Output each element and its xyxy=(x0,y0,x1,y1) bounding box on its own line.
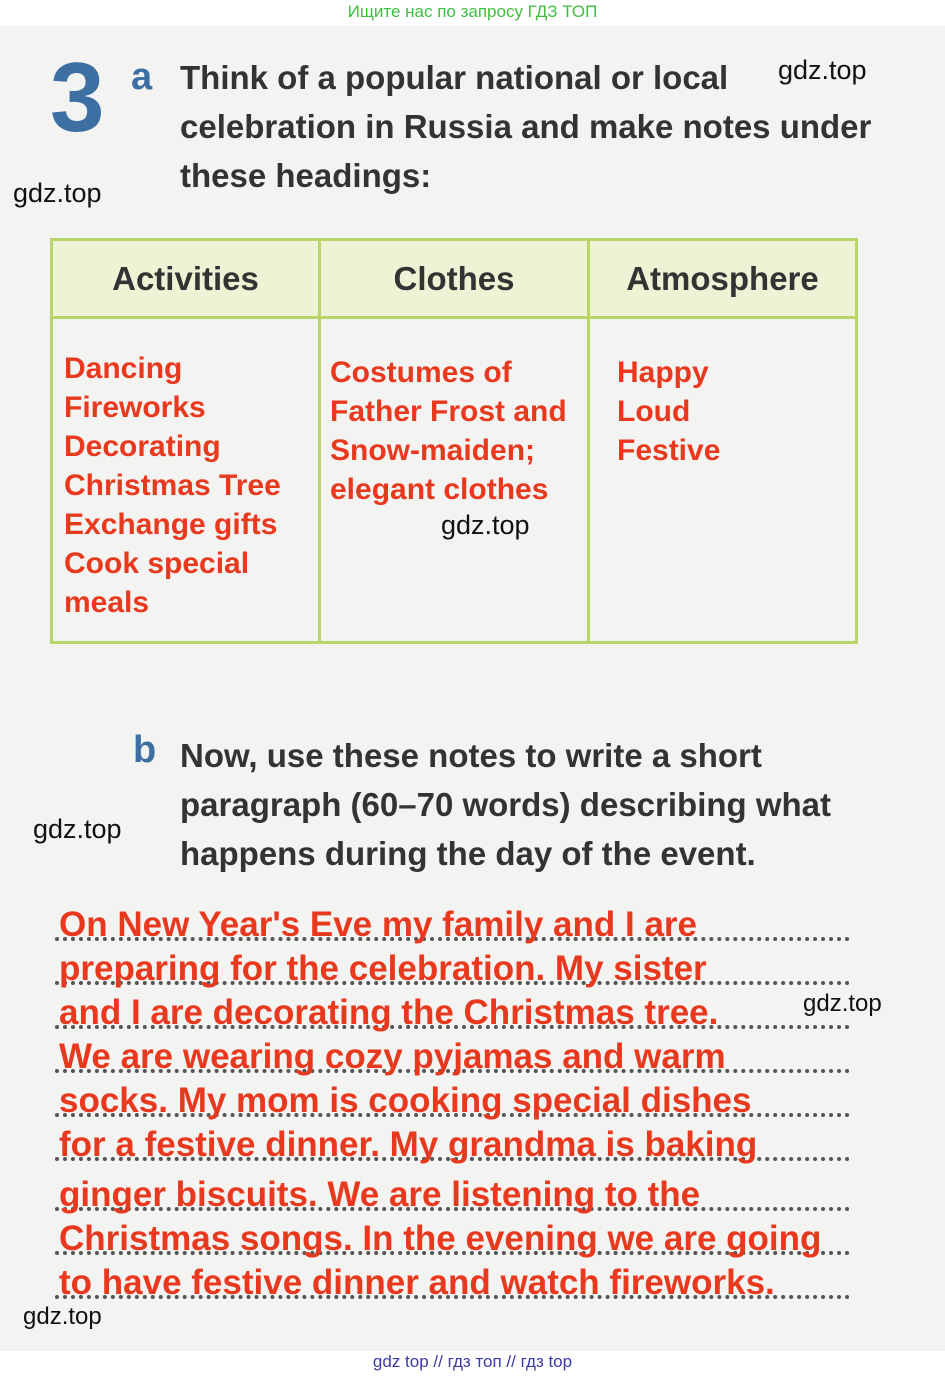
atmosphere-note: Festive xyxy=(617,434,721,467)
answer-line: to have festive dinner and watch fireworks. xyxy=(55,1263,905,1307)
answer-line: On New Year's Eve my family and I are xyxy=(55,905,905,949)
instruction-line: Think of a popular national or local xyxy=(180,59,729,96)
clothes-note: Snow-maiden; xyxy=(330,434,536,467)
answer-line: We are wearing cozy pyjamas and warm xyxy=(55,1037,905,1081)
watermark: gdz.top xyxy=(803,990,882,1017)
top-banner[interactable]: Ищите нас по запросу ГДЗ ТОП xyxy=(347,2,598,21)
answer-line: socks. My mom is cooking special dishes xyxy=(55,1081,905,1125)
activity-note: Cook special xyxy=(64,547,250,580)
watermark: gdz.top xyxy=(441,510,530,540)
watermark: gdz.top xyxy=(33,814,122,844)
answer-line: and I are decorating the Christmas tree. xyxy=(55,993,905,1037)
activity-note: Fireworks xyxy=(64,391,206,424)
watermark: gdz.top xyxy=(778,55,867,85)
part-b-instruction xyxy=(180,731,831,878)
answer-line: ginger biscuits. We are listening to the xyxy=(55,1169,905,1219)
activity-note: Exchange gifts xyxy=(64,508,278,541)
atmosphere-note: Happy xyxy=(617,356,709,389)
part-b-letter: b xyxy=(133,729,157,771)
instruction-line: these headings: xyxy=(180,157,432,194)
instruction-line: celebration in Russia and make notes under xyxy=(180,108,872,145)
activity-note: Decorating xyxy=(64,430,221,463)
bottom-banner[interactable]: gdz top // гдз топ // гдз top xyxy=(372,1352,573,1371)
instruction-line: Now, use these notes to write a short xyxy=(180,737,762,774)
exercise-number: 3 xyxy=(50,42,105,152)
atmosphere-cell xyxy=(590,319,855,641)
header-atmosphere: Atmosphere xyxy=(590,241,855,319)
activity-note: Christmas Tree xyxy=(64,469,281,502)
header-activities: Activities xyxy=(53,241,321,319)
part-a-instruction xyxy=(180,53,871,200)
answer-line: for a festive dinner. My grandma is baking xyxy=(55,1125,905,1169)
notes-table xyxy=(50,238,858,644)
header-clothes: Clothes xyxy=(321,241,590,319)
answer-paragraph xyxy=(55,905,905,1307)
activities-cell xyxy=(53,319,321,641)
atmosphere-note: Loud xyxy=(617,395,691,428)
clothes-cell xyxy=(321,319,590,641)
activity-note: Dancing xyxy=(64,352,183,385)
answer-line: preparing for the celebration. My sister xyxy=(55,949,905,993)
instruction-line: happens during the day of the event. xyxy=(180,835,756,872)
clothes-note: Costumes of xyxy=(330,356,512,389)
watermark: gdz.top xyxy=(13,178,102,208)
answer-line: Christmas songs. In the evening we are going xyxy=(55,1219,905,1263)
activity-note: meals xyxy=(64,586,150,619)
clothes-note: Father Frost and xyxy=(330,395,567,428)
part-a-letter: a xyxy=(131,56,153,98)
instruction-line: paragraph (60–70 words) describing what xyxy=(180,786,832,823)
clothes-note: elegant clothes xyxy=(330,473,549,506)
watermark: gdz.top xyxy=(23,1303,102,1330)
